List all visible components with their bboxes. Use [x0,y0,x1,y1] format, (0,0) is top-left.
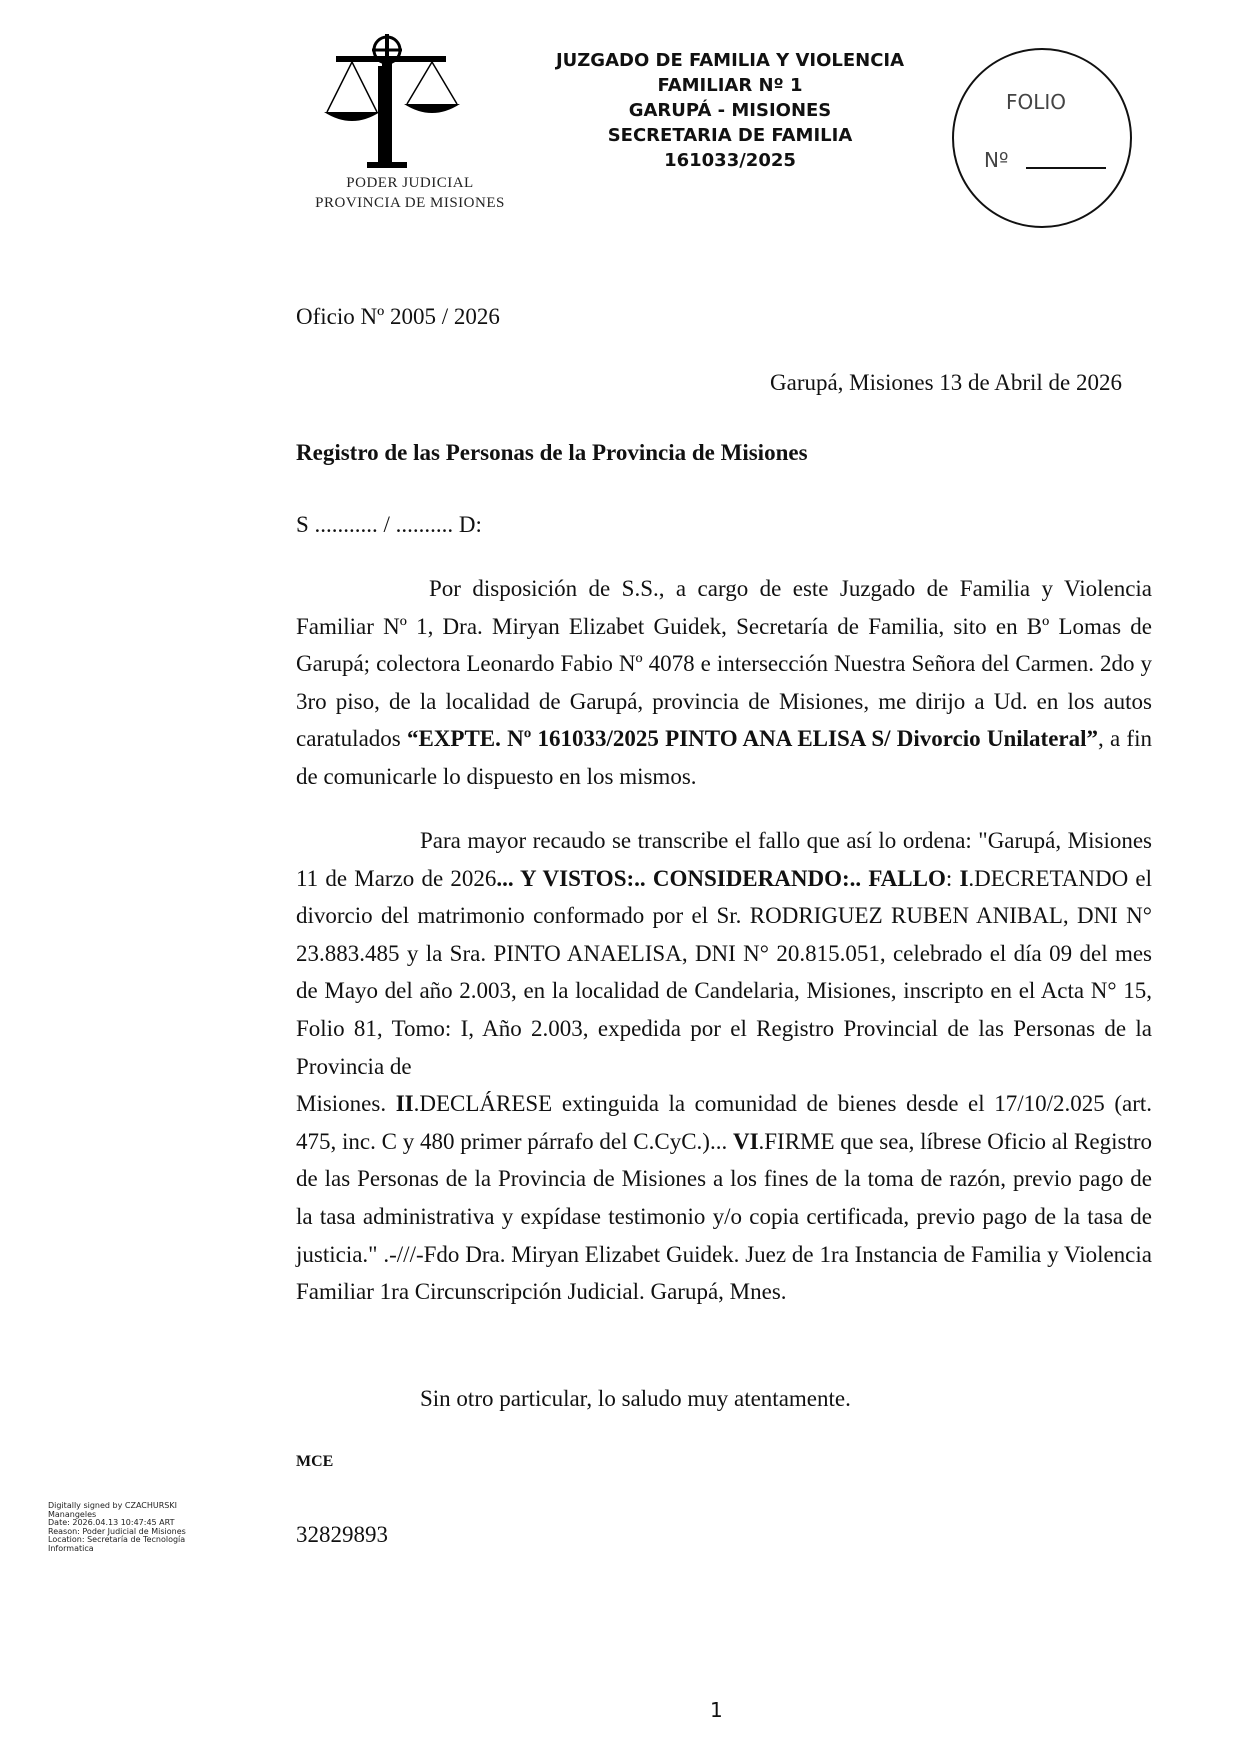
court-header-line: JUZGADO DE FAMILIA Y VIOLENCIA [555,50,905,71]
folio-number-blank [1026,167,1106,169]
folio-label: FOLIO [1006,90,1067,114]
bold-text: VI [732,1128,759,1154]
paragraph-fallo [296,822,1152,1311]
initials: MCE [296,1453,334,1470]
letter-date: Garupá, Misiones 13 de Abril de 2026 [770,370,1122,395]
folio-number-label: Nº [984,148,1009,172]
paragraph-text: : [945,865,960,891]
paragraph-text: .FIRME que sea, líbrese Oficio al Registro de las Personas de la Provincia de Misiones a los fines de la toma de razón, previo pago de la tasa administrativa y expídase testimonio y/o copia certificada, previo pago de la tasa de justicia." .-///-Fdo Dra. Miryan Elizabet Guidek. Juez de 1ra Instancia de Familia y Violencia Familiar 1ra Circunscripción Judicial. Garupá, Mnes. [296,1128,1152,1305]
court-header-line: 161033/2025 [664,150,796,171]
paragraph-text: Por disposición de S.S., a cargo de este Juzgado de Familia y Violencia Familiar Nº 1, Dra. Miryan Elizabet Guidek, Secretaría de Familia, sito en Bº Lomas de Garupá; colectora Leonardo Fabio Nº 4078 e intersección Nuestra Señora del Carmen. 2do y 3ro piso, de la localidad de Garupá, provincia de Misiones, me dirijo a Ud. en los autos caratulados [296,576,1152,752]
court-header-line: SECRETARIA DE FAMILIA [607,125,853,146]
page-number: 1 [710,1698,723,1722]
bold-text: I [959,865,969,891]
paragraph-text: .DECLÁRESE extinguida la comunidad de bienes desde el 17/10/2.025 (art. 475, inc. C y 480 primer párrafo del C.CyC.)... [296,1091,1153,1154]
signature-line: Informatica [48,1543,94,1553]
bold-text: II [395,1091,414,1117]
paragraph-disposicion [296,570,1152,796]
paragraph-text: .DECRETANDO el divorcio del matrimonio conformado por el Sr. RODRIGUEZ RUBEN ANIBAL, DNI N° 23.883.485 y la Sra. PINTO ANAELISA, DNI N° 20.815.051, celebrado el día 09 del mes de Mayo del año 2.003, en la localidad de Candelaria, Misiones, inscripto en el Acta N° 15, Folio 81, Tomo: I, Año 2.003, expedida por el Registro Provincial de las Personas de la Provincia de [296,865,1153,1079]
seal-text-poder-judicial: PODER JUDICIAL [346,175,474,191]
paragraph-text: , a fin de comunicarle lo dispuesto en los mismos. [296,726,1152,789]
court-header-line: GARUPÁ - MISIONES [628,100,832,121]
signature-line: Date: 2026.04.13 10:47:45 ART [48,1518,175,1527]
signature-line: Location: Secretaría de Tecnología [48,1535,186,1544]
closing-line: Sin otro particular, lo saludo muy atentamente. [420,1386,851,1411]
recipient: Registro de las Personas de la Provincia de Misiones [296,440,808,465]
folio-stamp [952,48,1132,228]
signature-line: Digitally signed by CZACHURSKI [48,1501,177,1510]
digital-signature-stamp [48,1502,198,1553]
seal-text-provincia: PROVINCIA DE MISIONES [315,195,505,211]
document-number: 32829893 [296,1522,388,1547]
court-header-line: FAMILIAR Nº 1 [657,75,803,96]
judicial-seal-logo [300,32,520,222]
signature-line: Manangeles [48,1509,97,1519]
signature-line: Reason: Poder Judicial de Misiones [48,1526,186,1536]
bold-text: ... Y VISTOS:.. CONSIDERANDO:.. FALLO [496,865,946,891]
scales-of-justice-icon [322,32,498,172]
salutation: S ........... / .......... D: [296,512,482,537]
oficio-number: Oficio Nº 2005 / 2026 [296,304,500,329]
case-title: “EXPTE. Nº 161033/2025 PINTO ANA ELISA S/ Divorcio Unilateral” [406,726,1099,752]
paragraph-text: Misiones. [296,1091,396,1117]
paragraph-text: Para mayor recaudo se transcribe el fallo que así lo ordena: "Garupá, Misiones 11 de Marzo de 2026 [296,828,1152,891]
court-header [520,48,940,173]
